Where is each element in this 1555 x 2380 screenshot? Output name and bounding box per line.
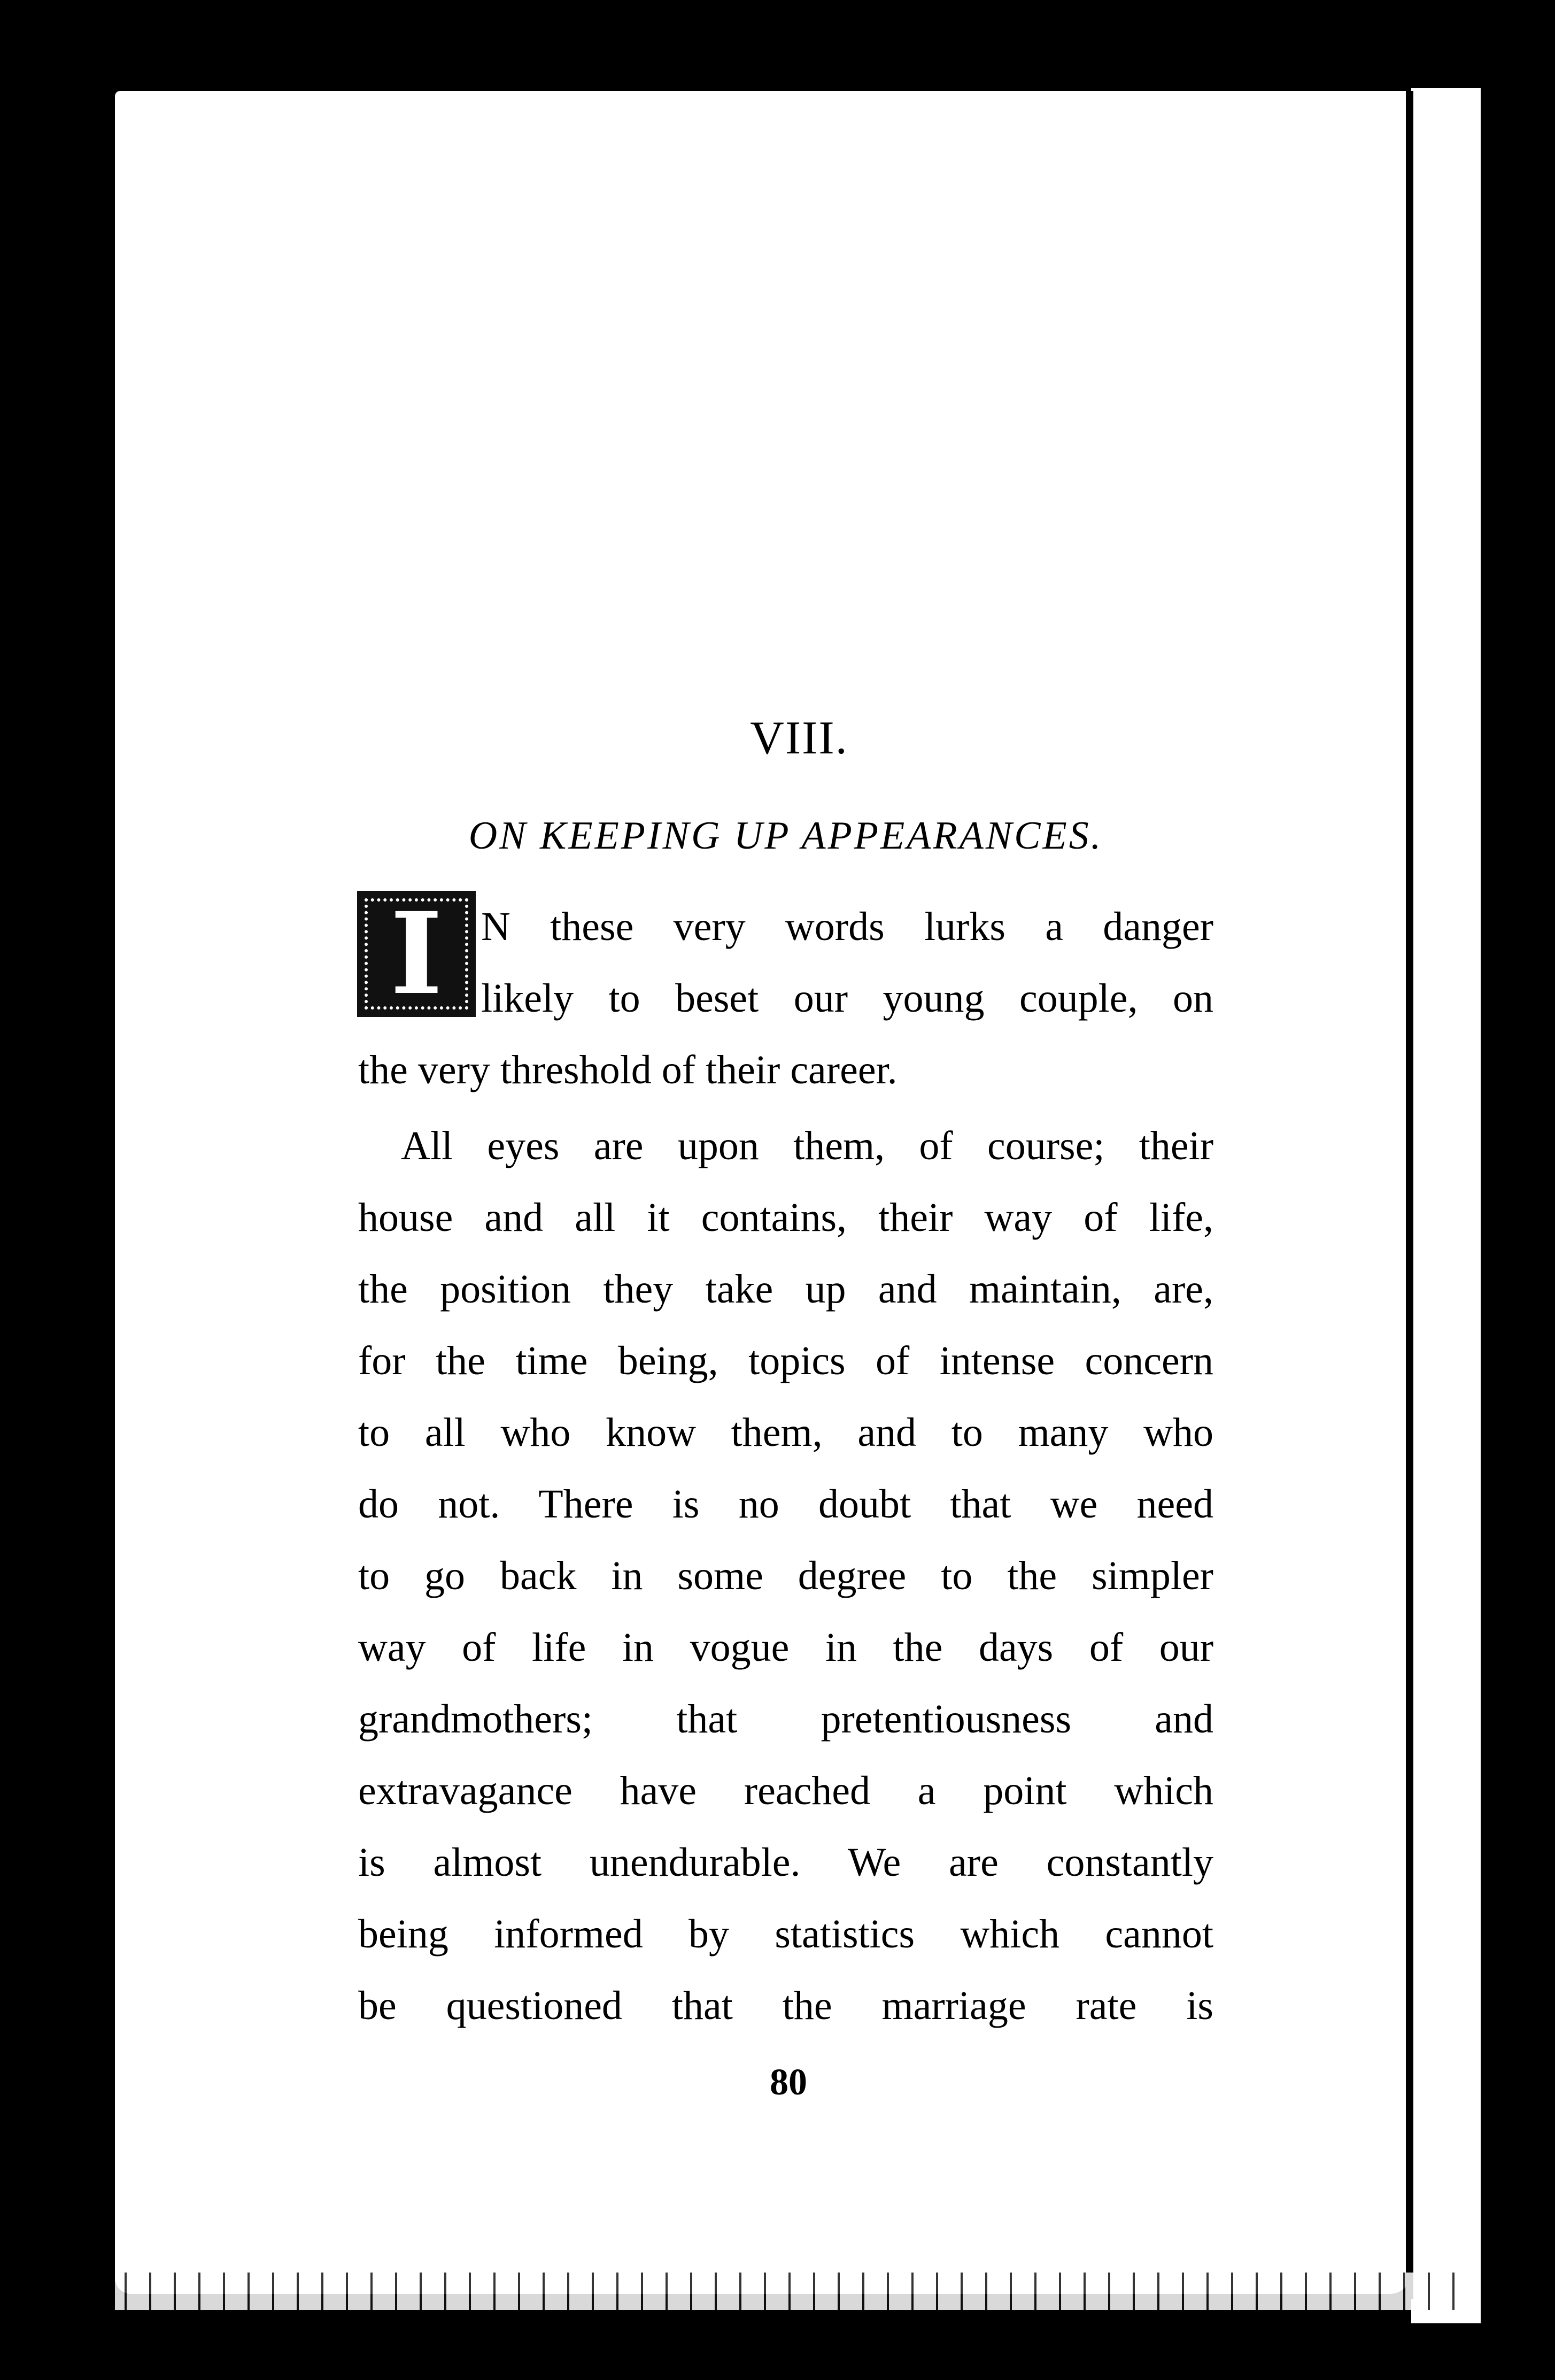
opening-paragraph <box>358 891 1213 1106</box>
paragraph-line: extravagance have reached a point which <box>358 1768 1213 1813</box>
paragraph-line: do not. There is no doubt that we need <box>358 1482 1213 1527</box>
page-content <box>358 711 1213 2042</box>
paragraph-line: the very threshold of their career. <box>358 1047 898 1092</box>
paragraph-line: grandmothers; that pretentiousness and <box>358 1697 1213 1742</box>
paragraph-line: to go back in some degree to the simpler <box>358 1553 1213 1598</box>
body-paragraph <box>358 1110 1213 2042</box>
page-bottom-edge <box>115 2273 1473 2310</box>
ornamental-drop-cap: I <box>357 891 476 1017</box>
chapter-number: VIII. <box>750 712 848 764</box>
paragraph-line: likely to beset our young couple, on <box>481 976 1213 1021</box>
paragraph-line: N these very words lurks a danger <box>481 904 1213 949</box>
paragraph-line: the position they take up and maintain, are, <box>358 1267 1213 1312</box>
spine-shadow <box>1406 91 1413 2299</box>
paragraph-line: is almost unendurable. We are constantly <box>358 1840 1213 1885</box>
page-number: 80 <box>770 2062 807 2103</box>
chapter-title: ON KEEPING UP APPEARANCES. <box>468 814 1103 858</box>
paragraph-line: to all who know them, and to many who <box>358 1410 1213 1455</box>
paragraph-line: be questioned that the marriage rate is <box>358 1983 1213 2028</box>
page-edge <box>1411 88 1481 2323</box>
opening-paragraph-block <box>358 888 1213 1106</box>
paragraph-line: All eyes are upon them, of course; their <box>401 1123 1213 1168</box>
paragraph-line: for the time being, topics of intense concern <box>358 1338 1213 1383</box>
paragraph-line: being informed by statistics which cannot <box>358 1912 1213 1957</box>
paragraph-line: house and all it contains, their way of life, <box>358 1195 1213 1240</box>
paragraph-line: way of life in vogue in the days of our <box>358 1625 1213 1670</box>
